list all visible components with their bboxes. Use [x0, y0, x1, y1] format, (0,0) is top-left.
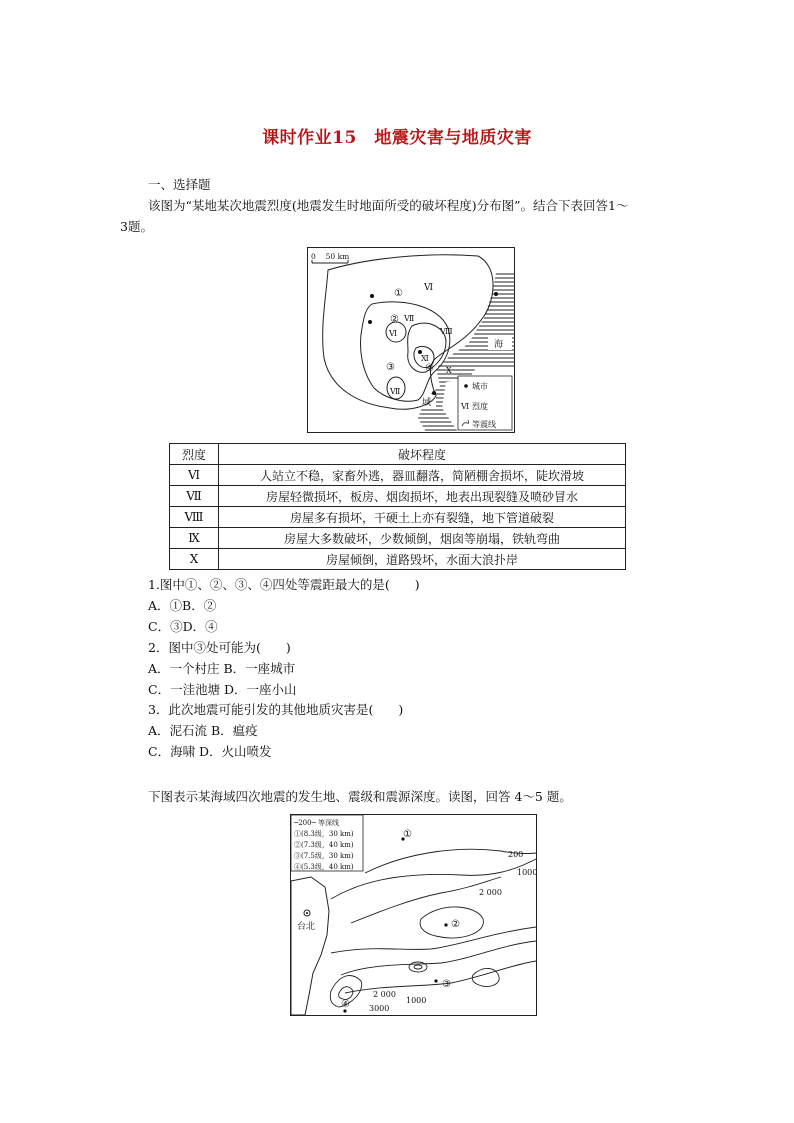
- isobath-2000-south: [341, 941, 536, 975]
- sea-label: 域: [422, 398, 432, 408]
- intensity-label: Ⅶ: [404, 314, 415, 323]
- isobath-1000-south: [331, 927, 536, 953]
- table-row: [170, 507, 626, 528]
- table-row: [170, 549, 626, 570]
- scale-label: 0 50 km: [311, 252, 350, 261]
- contour-label: 3000: [369, 1004, 390, 1013]
- coastline: [291, 877, 329, 1015]
- table-row: [170, 528, 626, 549]
- legend-city: 城市: [472, 382, 488, 391]
- table-cell: Ⅶ: [170, 486, 219, 507]
- intro-text-2: 下图表示某海域四次地震的发生地、震级和震源深度。读图，回答 4～5 题。: [148, 789, 572, 804]
- sea-label: 海: [494, 340, 504, 350]
- contour-label: 200: [508, 850, 524, 859]
- intensity-label: Ⅶ: [390, 387, 401, 396]
- isobath-3000: [345, 961, 536, 993]
- question-1-options-c: C．③D．④: [148, 619, 218, 634]
- section-heading: 一、选择题: [148, 177, 211, 192]
- legend-item: ①(8.3级，30 km): [294, 830, 354, 838]
- table-cell: Ⅸ: [170, 528, 219, 549]
- city-dot: [432, 391, 436, 395]
- city-dot: [368, 320, 372, 324]
- question-3-options-c: C．海啸 D．火山喷发: [148, 744, 272, 759]
- intensity-label: Ⅹ: [446, 366, 452, 375]
- legend-item: ③(7.5级，30 km): [294, 852, 354, 860]
- question-3-stem: 3．此次地震可能引发的其他地质灾害是( ): [148, 702, 404, 717]
- intensity-label: Ⅵ: [424, 283, 434, 293]
- intensity-label: Ⅵ: [389, 329, 398, 338]
- table-row: [170, 465, 626, 486]
- city-dot: [494, 292, 498, 296]
- earthquake-map: [290, 814, 537, 1016]
- question-2-options-a: A．一个村庄 B．一座城市: [148, 661, 296, 676]
- intensity-table: [169, 443, 626, 570]
- intensity-label: Ⅷ: [440, 327, 453, 336]
- city-label: 台北: [297, 922, 316, 932]
- contour-label: 1000: [517, 868, 536, 877]
- mark-1: ①: [403, 829, 412, 840]
- intensity-map: [307, 247, 515, 433]
- mark-2: ②: [390, 314, 399, 325]
- mark-4: ④: [341, 999, 350, 1010]
- table-cell: Ⅹ: [170, 549, 219, 570]
- question-2-stem: 2．图中③处可能为( ): [148, 640, 291, 655]
- table-cell: 房屋大多数破坏，少数倾倒，烟囱等崩塌，铁轨弯曲: [219, 528, 626, 549]
- page-title: 课时作业15 地震灾害与地质灾害: [262, 128, 532, 148]
- table-cell: 人站立不稳，家畜外逃，器皿翻落，简陋棚舍损坏，陡坎滑坡: [219, 465, 626, 486]
- column-header: 破坏程度: [219, 444, 626, 465]
- column-header: 烈度: [170, 444, 219, 465]
- contour-label: 2 000: [479, 888, 502, 897]
- question-3-options-a: A．泥石流 B．瘟疫: [148, 723, 258, 738]
- contour-label: 2 000: [373, 990, 396, 999]
- question-1-options-a: A．①B．②: [148, 598, 217, 613]
- question-1-stem: 1.图中①、②、③、④四处等震距最大的是( ): [148, 577, 420, 592]
- table-header-row: [170, 444, 626, 465]
- epicenter-3: [434, 979, 437, 982]
- legend-title: ─200─ 等深线: [294, 819, 340, 827]
- mark-3: ③: [442, 979, 451, 990]
- table-cell: 房屋轻微损坏，板房、烟囱损坏，地表出现裂缝及喷砂冒水: [219, 486, 626, 507]
- legend-item: ②(7.3级，40 km): [294, 841, 354, 849]
- city-dot: [370, 294, 374, 298]
- question-2-options-c: C．一洼池塘 D．一座小山: [148, 682, 297, 697]
- table-cell: Ⅵ: [170, 465, 219, 486]
- intensity-label: Ⅺ: [421, 354, 429, 363]
- svg-text:Ⅵ: Ⅵ: [461, 402, 470, 411]
- contour-label: 1000: [406, 996, 427, 1005]
- legend-intensity: 烈度: [472, 402, 488, 411]
- intro-text: 该图为“某地某次地震烈度(地震发生时地面所受的破坏程度)分布图”。结合下表回答1～: [148, 198, 629, 213]
- table-row: [170, 486, 626, 507]
- mark-3: ③: [386, 362, 395, 373]
- table-cell: 房屋倾倒，道路毁坏，水面大浪扑岸: [219, 549, 626, 570]
- table-cell: 房屋多有损坏，干硬土上亦有裂缝，地下管道破裂: [219, 507, 626, 528]
- legend-item: ④(5.3级，40 km): [294, 863, 354, 871]
- isobath-2000: [351, 877, 501, 923]
- intro-text-continued: 3题。: [120, 219, 153, 234]
- legend-isoseismal: 等震线: [472, 420, 496, 429]
- mark-1: ①: [394, 288, 403, 299]
- table-cell: Ⅷ: [170, 507, 219, 528]
- mark-4: ④: [425, 363, 434, 374]
- epicenter-2: [444, 923, 447, 926]
- mark-2: ②: [451, 919, 460, 930]
